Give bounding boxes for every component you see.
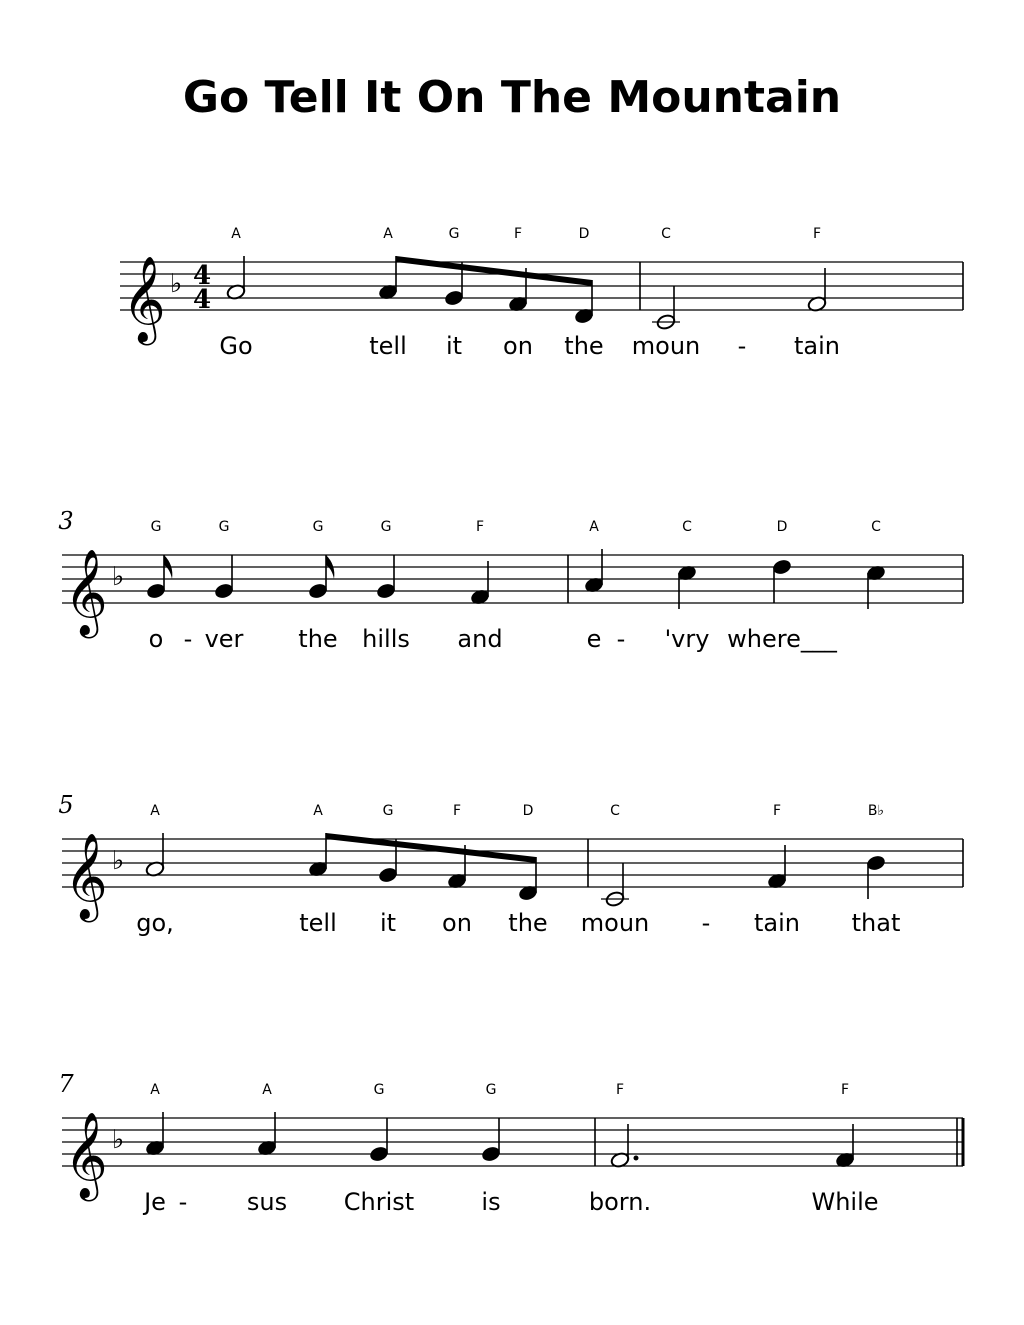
page-title: Go Tell It On The Mountain bbox=[182, 72, 842, 123]
note-name-label: G bbox=[485, 1082, 497, 1098]
measure-number: 3 bbox=[58, 507, 74, 535]
lyric-hyphen: - bbox=[178, 1188, 188, 1216]
key-signature-flat-icon: ♭ bbox=[112, 562, 125, 592]
measure-number: 5 bbox=[58, 791, 74, 819]
lyric-hyphen: - bbox=[701, 909, 711, 937]
note-name-label: F bbox=[772, 803, 782, 819]
duration-dot bbox=[634, 1156, 639, 1161]
note-head bbox=[376, 582, 396, 599]
lyric-syllable: While bbox=[811, 1188, 879, 1216]
note-head bbox=[378, 866, 398, 883]
note-name-label: C bbox=[661, 226, 671, 242]
lyric-hyphen: - bbox=[183, 625, 193, 653]
lyric-syllable: born. bbox=[588, 1188, 652, 1216]
staff-system bbox=[120, 226, 963, 360]
note-name-label: G bbox=[312, 519, 324, 535]
treble-clef-icon: 𝄞 bbox=[64, 1112, 108, 1198]
lyric-syllable: and bbox=[457, 625, 503, 653]
lyric-syllable: the bbox=[298, 625, 338, 653]
note-name-label: F bbox=[452, 803, 462, 819]
lyric-syllable: it bbox=[445, 332, 463, 360]
note-name-label: A bbox=[231, 226, 241, 242]
lyric-syllable: o bbox=[148, 625, 164, 653]
lyric-syllable: tain bbox=[794, 332, 840, 360]
note-head bbox=[481, 1145, 501, 1162]
note-name-label: D bbox=[522, 803, 534, 819]
lyric-syllable: Go bbox=[219, 332, 253, 360]
key-signature-flat-icon: ♭ bbox=[112, 846, 125, 876]
treble-clef-icon: 𝄞 bbox=[64, 833, 108, 919]
lyric-syllable: on bbox=[503, 332, 533, 360]
note-name-label: A bbox=[150, 1082, 160, 1098]
treble-clef-icon: 𝄞 bbox=[64, 549, 108, 635]
lyric-syllable: tain bbox=[754, 909, 800, 937]
lyric-syllable: where___ bbox=[727, 625, 837, 653]
note-name-label: F bbox=[475, 519, 485, 535]
lyric-syllable: go, bbox=[136, 909, 174, 937]
note-name-label: C bbox=[871, 519, 881, 535]
lyric-syllable: the bbox=[564, 332, 604, 360]
note-name-label: G bbox=[380, 519, 392, 535]
note-name-label: A bbox=[383, 226, 393, 242]
note-name-label: F bbox=[812, 226, 822, 242]
note-name-label: B♭ bbox=[867, 803, 885, 819]
lyric-syllable: tell bbox=[369, 332, 407, 360]
note-name-label: G bbox=[373, 1082, 385, 1098]
note-beam bbox=[326, 833, 536, 863]
lyric-syllable: the bbox=[508, 909, 548, 937]
staff-system bbox=[58, 507, 963, 653]
lyric-syllable: that bbox=[851, 909, 901, 937]
treble-clef-icon: 𝄞 bbox=[122, 256, 166, 342]
note-name-label: A bbox=[589, 519, 599, 535]
lyric-hyphen: - bbox=[737, 332, 747, 360]
time-signature-bottom: 4 bbox=[192, 285, 212, 315]
lyric-syllable: moun bbox=[631, 332, 701, 360]
lyric-syllable: it bbox=[379, 909, 397, 937]
lyric-syllable: tell bbox=[299, 909, 337, 937]
key-signature-flat-icon: ♭ bbox=[170, 269, 183, 299]
note-name-label: F bbox=[615, 1082, 625, 1098]
note-beam bbox=[396, 256, 592, 286]
time-signature-top: 4 bbox=[192, 261, 212, 291]
note-name-label: G bbox=[150, 519, 162, 535]
lyric-syllable: moun bbox=[580, 909, 650, 937]
note-head bbox=[444, 289, 464, 306]
note-name-label: A bbox=[313, 803, 323, 819]
note-head bbox=[214, 582, 234, 599]
note-name-label: A bbox=[262, 1082, 272, 1098]
note-head bbox=[146, 582, 166, 599]
lyric-syllable: ver bbox=[204, 625, 244, 653]
note-head bbox=[772, 558, 792, 575]
lyric-syllable: on bbox=[442, 909, 472, 937]
lyric-syllable: sus bbox=[246, 1188, 288, 1216]
music-systems bbox=[58, 226, 963, 1216]
measure-number: 7 bbox=[58, 1070, 74, 1098]
staff-system bbox=[58, 791, 963, 937]
note-name-label: F bbox=[840, 1082, 850, 1098]
key-signature-flat-icon: ♭ bbox=[112, 1125, 125, 1155]
note-name-label: A bbox=[150, 803, 160, 819]
note-name-label: F bbox=[513, 226, 523, 242]
note-name-label: G bbox=[218, 519, 230, 535]
note-head bbox=[308, 582, 328, 599]
staff-system bbox=[58, 1070, 963, 1216]
note-name-label: G bbox=[448, 226, 460, 242]
note-name-label: C bbox=[610, 803, 620, 819]
note-head bbox=[369, 1145, 389, 1162]
lyric-syllable: 'vry bbox=[664, 625, 710, 653]
lyric-syllable: Je bbox=[144, 1188, 166, 1216]
note-name-label: D bbox=[578, 226, 590, 242]
lyric-syllable: is bbox=[481, 1188, 501, 1216]
lyric-syllable: hills bbox=[362, 625, 410, 653]
note-head bbox=[866, 854, 886, 871]
note-name-label: G bbox=[382, 803, 394, 819]
lyric-hyphen: - bbox=[616, 625, 626, 653]
note-name-label: D bbox=[776, 519, 788, 535]
note-name-label: C bbox=[682, 519, 692, 535]
lyric-syllable: Christ bbox=[343, 1188, 415, 1216]
lyric-syllable: e bbox=[586, 625, 602, 653]
